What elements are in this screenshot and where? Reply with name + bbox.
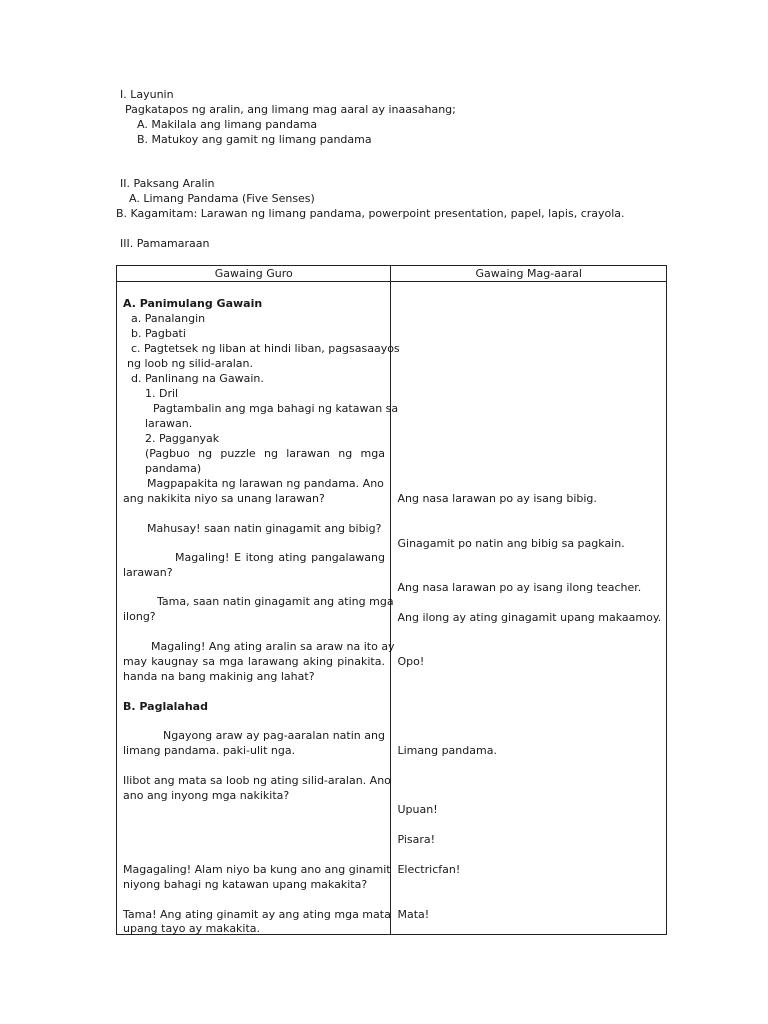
teacher-line: limang pandama. paki-ulit nga. — [123, 744, 296, 757]
teacher-line: Magaling! E itong ating pangalawang — [175, 551, 385, 564]
section-pamamaraan-title: III. Pamamaraan — [120, 237, 210, 250]
teacher-line: Tama! Ang ating ginamit ay ang ating mga mata — [123, 908, 391, 921]
teacher-line: Magaling! Ang ating aralin sa araw na ito ay — [151, 640, 395, 653]
teacher-line: (Pagbuo ng puzzle ng larawan ng mga — [145, 447, 385, 460]
column-header-teacher: Gawaing Guro — [117, 266, 391, 282]
heading-paglalahad: B. Paglalahad — [123, 700, 208, 713]
teacher-line: ano ang inyong mga nakikita? — [123, 789, 290, 802]
section-layunin-title: I. Layunin — [120, 88, 174, 101]
teacher-line: Ngayong araw ay pag-aaralan natin ang — [163, 729, 385, 742]
teacher-line: may kaugnay sa mga larawang aking pinakita. — [123, 655, 385, 668]
student-line: Ang ilong ay ating ginagamit upang makaamoy. — [397, 611, 662, 624]
layunin-intro: Pagkatapos ng aralin, ang limang mag aaral ay inaasahang; — [125, 103, 456, 116]
student-line: Electricfan! — [397, 863, 461, 876]
topic-b: B. Kagamitam: Larawan ng limang pandama, powerpoint presentation, papel, lapis, crayola. — [116, 207, 625, 220]
teacher-line: larawan. — [145, 417, 193, 430]
heading-panimulang-gawain: A. Panimulang Gawain — [123, 297, 263, 310]
table-header-row — [117, 266, 667, 282]
teacher-line: Mahusay! saan natin ginagamit ang bibig? — [147, 522, 382, 535]
teacher-line: 2. Pagganyak — [145, 432, 220, 445]
section-paksang-aralin-title: II. Paksang Aralin — [120, 177, 215, 190]
objective-a: A. Makilala ang limang pandama — [137, 118, 318, 131]
teacher-line: a. Panalangin — [131, 312, 206, 325]
student-line: Pisara! — [397, 833, 436, 846]
teacher-line: larawan? — [123, 566, 173, 579]
teacher-line: Pagtambalin ang mga bahagi ng katawan sa — [153, 402, 399, 415]
teacher-line: ng loob ng silid-aralan. — [127, 357, 254, 370]
teacher-line: b. Pagbati — [131, 327, 186, 340]
teacher-line: d. Panlinang na Gawain. — [131, 372, 264, 385]
teacher-line: upang tayo ay makakita. — [123, 922, 261, 935]
topic-a: A. Limang Pandama (Five Senses) — [129, 192, 315, 205]
teacher-line: ang nakikita niyo sa unang larawan? — [123, 492, 325, 505]
student-line: Upuan! — [397, 803, 438, 816]
lesson-plan-table — [116, 265, 667, 935]
teacher-line: Magagaling! Alam niyo ba kung ano ang ginamit — [123, 863, 391, 876]
student-line: Mata! — [397, 908, 430, 921]
teacher-line: ilong? — [123, 610, 156, 623]
student-line: Ginagamit po natin ang bibig sa pagkain. — [397, 537, 625, 550]
teacher-line: c. Pagtetsek ng liban at hindi liban, pagsasaayos — [131, 342, 400, 355]
teacher-line: Ilibot ang mata sa loob ng ating silid-aralan. Ano — [123, 774, 391, 787]
teacher-line: pandama) — [145, 462, 202, 475]
table-body-row — [117, 282, 667, 935]
student-activities-cell — [391, 282, 667, 935]
column-header-student: Gawaing Mag-aaral — [391, 266, 667, 282]
teacher-line: Tama, saan natin ginagamit ang ating mga — [157, 595, 394, 608]
teacher-line: Magpapakita ng larawan ng pandama. Ano — [147, 477, 384, 490]
teacher-line: handa na bang makinig ang lahat? — [123, 670, 315, 683]
student-line: Ang nasa larawan po ay isang ilong teacher. — [397, 581, 642, 594]
teacher-activities-cell — [117, 282, 400, 935]
student-line: Ang nasa larawan po ay isang bibig. — [397, 492, 597, 505]
teacher-line: niyong bahagi ng katawan upang makakita? — [123, 878, 368, 891]
student-line: Limang pandama. — [397, 744, 497, 757]
student-line: Opo! — [397, 655, 425, 668]
objective-b: B. Matukoy ang gamit ng limang pandama — [137, 133, 372, 146]
teacher-line: 1. Dril — [145, 387, 179, 400]
